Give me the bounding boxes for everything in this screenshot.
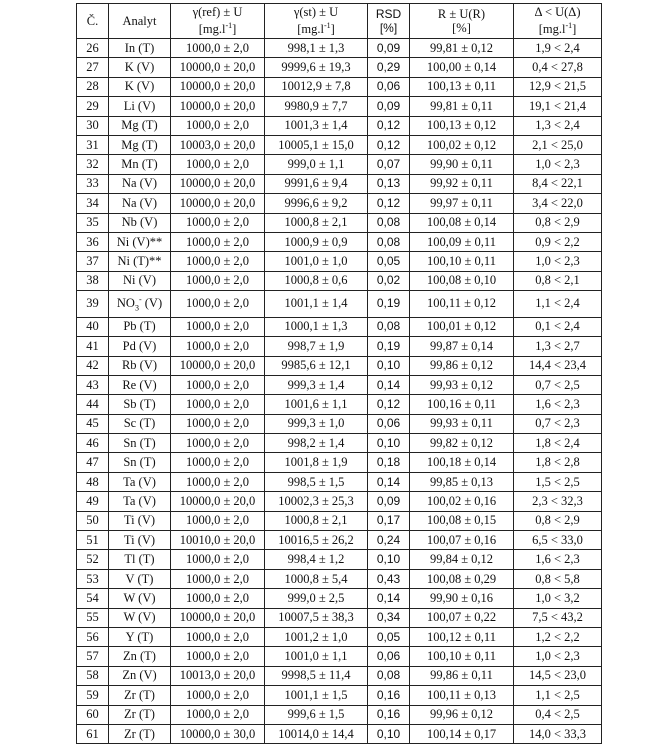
cell-analyte: Na (V)	[109, 174, 171, 193]
cell-number: 38	[77, 271, 109, 290]
cell-analyte: Tl (T)	[109, 550, 171, 569]
cell-rsd: 0,24	[368, 531, 410, 550]
cell-analyte: Ni (T)**	[109, 252, 171, 271]
cell-standard: 998,4 ± 1,2	[265, 550, 368, 569]
results-table	[76, 3, 602, 744]
cell-number: 32	[77, 155, 109, 174]
table-row	[77, 317, 602, 336]
cell-number: 44	[77, 395, 109, 414]
cell-number: 40	[77, 317, 109, 336]
table-row	[77, 155, 602, 174]
cell-rsd: 0,12	[368, 116, 410, 135]
table-row	[77, 608, 602, 627]
cell-number: 39	[77, 291, 109, 318]
cell-difference: 1,2 < 2,2	[514, 627, 602, 646]
table-row	[77, 666, 602, 685]
cell-rsd: 0,06	[368, 647, 410, 666]
cell-difference: 1,6 < 2,3	[514, 395, 602, 414]
cell-rsd: 0,14	[368, 472, 410, 491]
table-row	[77, 472, 602, 491]
cell-rsd: 0,16	[368, 705, 410, 724]
cell-standard: 10002,3 ± 25,3	[265, 492, 368, 511]
cell-recovery: 99,87 ± 0,14	[410, 337, 514, 356]
cell-analyte: W (V)	[109, 589, 171, 608]
cell-number: 61	[77, 724, 109, 743]
cell-standard: 998,7 ± 1,9	[265, 337, 368, 356]
table-row	[77, 291, 602, 318]
cell-number: 46	[77, 434, 109, 453]
table-row	[77, 135, 602, 154]
cell-recovery: 100,11 ± 0,13	[410, 686, 514, 705]
header-rsd: RSD [%]	[368, 4, 410, 39]
table-row	[77, 252, 602, 271]
cell-recovery: 100,08 ± 0,14	[410, 213, 514, 232]
cell-standard: 1000,8 ± 0,6	[265, 271, 368, 290]
table-row	[77, 395, 602, 414]
cell-standard: 999,0 ± 2,5	[265, 589, 368, 608]
cell-analyte: Ni (V)	[109, 271, 171, 290]
cell-difference: 0,8 < 2,9	[514, 213, 602, 232]
table-row	[77, 58, 602, 77]
table-row	[77, 569, 602, 588]
cell-number: 60	[77, 705, 109, 724]
cell-reference: 1000,0 ± 2,0	[171, 232, 265, 251]
cell-standard: 1000,1 ± 1,3	[265, 317, 368, 336]
cell-rsd: 0,34	[368, 608, 410, 627]
cell-recovery: 100,18 ± 0,14	[410, 453, 514, 472]
table-row	[77, 550, 602, 569]
cell-standard: 1001,3 ± 1,4	[265, 116, 368, 135]
cell-rsd: 0,17	[368, 511, 410, 530]
cell-difference: 2,3 < 32,3	[514, 492, 602, 511]
cell-standard: 1001,2 ± 1,0	[265, 627, 368, 646]
cell-difference: 0,4 < 2,5	[514, 705, 602, 724]
header-standard-concentration: γ(st) ± U $[mg.l^{-1}]$	[265, 4, 368, 39]
cell-recovery: 100,14 ± 0,17	[410, 724, 514, 743]
table-row	[77, 414, 602, 433]
cell-recovery: 100,02 ± 0,12	[410, 135, 514, 154]
cell-analyte: Mn (T)	[109, 155, 171, 174]
cell-reference: 1000,0 ± 2,0	[171, 589, 265, 608]
cell-number: 36	[77, 232, 109, 251]
cell-difference: 3,4 < 22,0	[514, 194, 602, 213]
cell-rsd: 0,14	[368, 589, 410, 608]
cell-rsd: 0,10	[368, 724, 410, 743]
cell-analyte: K (V)	[109, 77, 171, 96]
table-row	[77, 77, 602, 96]
cell-reference: 10003,0 ± 20,0	[171, 135, 265, 154]
cell-analyte: Pd (V)	[109, 337, 171, 356]
cell-reference: 1000,0 ± 2,0	[171, 116, 265, 135]
cell-difference: 12,9 < 21,5	[514, 77, 602, 96]
cell-difference: 1,0 < 3,2	[514, 589, 602, 608]
cell-difference: 0,7 < 2,3	[514, 414, 602, 433]
cell-recovery: 100,08 ± 0,15	[410, 511, 514, 530]
cell-number: 35	[77, 213, 109, 232]
table-row	[77, 589, 602, 608]
cell-reference: 10000,0 ± 20,0	[171, 58, 265, 77]
cell-analyte: W (V)	[109, 608, 171, 627]
cell-recovery: 100,07 ± 0,22	[410, 608, 514, 627]
cell-standard: 999,3 ± 1,0	[265, 414, 368, 433]
cell-standard: 1001,1 ± 1,4	[265, 291, 368, 318]
header-difference: Δ < U(Δ) $[mg.l^{-1}]$	[514, 4, 602, 39]
cell-reference: 10000,0 ± 20,0	[171, 174, 265, 193]
cell-recovery: 99,90 ± 0,11	[410, 155, 514, 174]
cell-reference: 1000,0 ± 2,0	[171, 434, 265, 453]
cell-difference: 7,5 < 43,2	[514, 608, 602, 627]
table-row	[77, 97, 602, 116]
cell-rsd: 0,08	[368, 317, 410, 336]
cell-reference: 1000,0 ± 2,0	[171, 39, 265, 58]
cell-rsd: 0,10	[368, 434, 410, 453]
cell-recovery: 99,90 ± 0,16	[410, 589, 514, 608]
cell-difference: 1,1 < 2,4	[514, 291, 602, 318]
cell-standard: 10016,5 ± 26,2	[265, 531, 368, 550]
cell-rsd: 0,09	[368, 492, 410, 511]
cell-recovery: 100,12 ± 0,11	[410, 627, 514, 646]
cell-number: 47	[77, 453, 109, 472]
cell-recovery: 100,02 ± 0,16	[410, 492, 514, 511]
cell-number: 51	[77, 531, 109, 550]
cell-rsd: 0,19	[368, 337, 410, 356]
cell-difference: 6,5 < 33,0	[514, 531, 602, 550]
cell-number: 41	[77, 337, 109, 356]
cell-rsd: 0,05	[368, 252, 410, 271]
cell-analyte: V (T)	[109, 569, 171, 588]
cell-difference: 0,8 < 5,8	[514, 569, 602, 588]
cell-number: 29	[77, 97, 109, 116]
cell-reference: 1000,0 ± 2,0	[171, 569, 265, 588]
cell-reference: 10000,0 ± 20,0	[171, 77, 265, 96]
cell-recovery: 99,92 ± 0,11	[410, 174, 514, 193]
cell-difference: 14,5 < 23,0	[514, 666, 602, 685]
cell-difference: 0,8 < 2,1	[514, 271, 602, 290]
table-row	[77, 39, 602, 58]
cell-difference: 0,4 < 27,8	[514, 58, 602, 77]
cell-reference: 1000,0 ± 2,0	[171, 705, 265, 724]
cell-number: 57	[77, 647, 109, 666]
cell-standard: 9996,6 ± 9,2	[265, 194, 368, 213]
cell-number: 58	[77, 666, 109, 685]
cell-difference: 1,8 < 2,8	[514, 453, 602, 472]
cell-reference: 1000,0 ± 2,0	[171, 550, 265, 569]
cell-analyte: Zn (T)	[109, 647, 171, 666]
cell-recovery: 99,81 ± 0,12	[410, 39, 514, 58]
cell-number: 37	[77, 252, 109, 271]
cell-recovery: 99,96 ± 0,12	[410, 705, 514, 724]
cell-standard: 1001,0 ± 1,0	[265, 252, 368, 271]
header-recovery: R ± U(R) [%]	[410, 4, 514, 39]
header-reference-concentration: γ(ref) ± U $[mg.l^{-1}]$	[171, 4, 265, 39]
cell-difference: 1,1 < 2,5	[514, 686, 602, 705]
cell-rsd: 0,02	[368, 271, 410, 290]
cell-analyte: Sc (T)	[109, 414, 171, 433]
table-row	[77, 356, 602, 375]
cell-difference: 1,6 < 2,3	[514, 550, 602, 569]
table-row	[77, 232, 602, 251]
cell-reference: 1000,0 ± 2,0	[171, 472, 265, 491]
cell-reference: 1000,0 ± 2,0	[171, 511, 265, 530]
cell-standard: 999,6 ± 1,5	[265, 705, 368, 724]
cell-recovery: 99,84 ± 0,12	[410, 550, 514, 569]
cell-analyte: Sn (T)	[109, 434, 171, 453]
cell-number: 50	[77, 511, 109, 530]
cell-analyte: Ti (V)	[109, 511, 171, 530]
cell-reference: 10000,0 ± 30,0	[171, 724, 265, 743]
table-row	[77, 511, 602, 530]
cell-standard: 1000,8 ± 2,1	[265, 213, 368, 232]
cell-rsd: 0,43	[368, 569, 410, 588]
cell-number: 34	[77, 194, 109, 213]
table-row	[77, 174, 602, 193]
table-row	[77, 647, 602, 666]
cell-number: 53	[77, 569, 109, 588]
cell-number: 42	[77, 356, 109, 375]
table-row	[77, 271, 602, 290]
cell-rsd: 0,08	[368, 232, 410, 251]
cell-number: 54	[77, 589, 109, 608]
cell-number: 30	[77, 116, 109, 135]
cell-analyte: Ta (V)	[109, 492, 171, 511]
cell-difference: 1,8 < 2,4	[514, 434, 602, 453]
cell-reference: 1000,0 ± 2,0	[171, 375, 265, 394]
cell-difference: 1,9 < 2,4	[514, 39, 602, 58]
cell-rsd: 0,12	[368, 395, 410, 414]
cell-analyte: Rb (V)	[109, 356, 171, 375]
cell-analyte: Zr (T)	[109, 724, 171, 743]
cell-standard: 1000,9 ± 0,9	[265, 232, 368, 251]
cell-reference: 10000,0 ± 20,0	[171, 356, 265, 375]
table-row	[77, 116, 602, 135]
cell-reference: 1000,0 ± 2,0	[171, 252, 265, 271]
cell-standard: 998,2 ± 1,4	[265, 434, 368, 453]
cell-number: 56	[77, 627, 109, 646]
cell-reference: 10000,0 ± 20,0	[171, 608, 265, 627]
cell-standard: 1000,8 ± 5,4	[265, 569, 368, 588]
cell-standard: 10014,0 ± 14,4	[265, 724, 368, 743]
cell-rsd: 0,29	[368, 58, 410, 77]
cell-number: 43	[77, 375, 109, 394]
cell-number: 28	[77, 77, 109, 96]
cell-standard: 9999,6 ± 19,3	[265, 58, 368, 77]
cell-analyte: Na (V)	[109, 194, 171, 213]
cell-analyte: Zr (T)	[109, 705, 171, 724]
cell-reference: 10000,0 ± 20,0	[171, 492, 265, 511]
cell-recovery: 100,08 ± 0,29	[410, 569, 514, 588]
cell-rsd: 0,12	[368, 194, 410, 213]
cell-standard: 1000,8 ± 2,1	[265, 511, 368, 530]
cell-difference: 14,4 < 23,4	[514, 356, 602, 375]
header-analyte: Analyt	[109, 4, 171, 39]
cell-reference: 10000,0 ± 20,0	[171, 194, 265, 213]
cell-analyte: Ti (V)	[109, 531, 171, 550]
cell-rsd: 0,19	[368, 291, 410, 318]
cell-recovery: 99,93 ± 0,11	[410, 414, 514, 433]
cell-rsd: 0,16	[368, 686, 410, 705]
cell-recovery: 100,08 ± 0,10	[410, 271, 514, 290]
cell-recovery: 100,07 ± 0,16	[410, 531, 514, 550]
cell-number: 33	[77, 174, 109, 193]
cell-analyte: Ni (V)**	[109, 232, 171, 251]
cell-standard: 10007,5 ± 38,3	[265, 608, 368, 627]
cell-reference: 1000,0 ± 2,0	[171, 647, 265, 666]
cell-difference: 1,3 < 2,7	[514, 337, 602, 356]
table-row	[77, 492, 602, 511]
cell-difference: 1,0 < 2,3	[514, 155, 602, 174]
cell-standard: 998,1 ± 1,3	[265, 39, 368, 58]
cell-number: 55	[77, 608, 109, 627]
cell-rsd: 0,09	[368, 39, 410, 58]
cell-recovery: 100,16 ± 0,11	[410, 395, 514, 414]
cell-number: 59	[77, 686, 109, 705]
cell-analyte: $NO_3^-$ (V)	[109, 291, 171, 318]
cell-rsd: 0,08	[368, 666, 410, 685]
table-row	[77, 627, 602, 646]
cell-standard: 10005,1 ± 15,0	[265, 135, 368, 154]
cell-difference: 1,0 < 2,3	[514, 252, 602, 271]
cell-standard: 1001,0 ± 1,1	[265, 647, 368, 666]
cell-number: 48	[77, 472, 109, 491]
cell-rsd: 0,13	[368, 174, 410, 193]
cell-rsd: 0,07	[368, 155, 410, 174]
cell-difference: 0,1 < 2,4	[514, 317, 602, 336]
table-row	[77, 337, 602, 356]
cell-difference: 1,5 < 2,5	[514, 472, 602, 491]
cell-standard: 1001,8 ± 1,9	[265, 453, 368, 472]
cell-analyte: Li (V)	[109, 97, 171, 116]
cell-reference: 1000,0 ± 2,0	[171, 271, 265, 290]
cell-difference: 1,0 < 2,3	[514, 647, 602, 666]
cell-recovery: 99,86 ± 0,11	[410, 666, 514, 685]
cell-recovery: 100,00 ± 0,14	[410, 58, 514, 77]
table-row	[77, 194, 602, 213]
cell-rsd: 0,05	[368, 627, 410, 646]
cell-difference: 8,4 < 22,1	[514, 174, 602, 193]
cell-standard: 998,5 ± 1,5	[265, 472, 368, 491]
cell-reference: 1000,0 ± 2,0	[171, 395, 265, 414]
cell-standard: 10012,9 ± 7,8	[265, 77, 368, 96]
cell-difference: 0,7 < 2,5	[514, 375, 602, 394]
cell-analyte: Ta (V)	[109, 472, 171, 491]
cell-number: 52	[77, 550, 109, 569]
cell-reference: 1000,0 ± 2,0	[171, 317, 265, 336]
header-number: Č.	[77, 4, 109, 39]
cell-recovery: 99,86 ± 0,12	[410, 356, 514, 375]
cell-reference: 10010,0 ± 20,0	[171, 531, 265, 550]
cell-analyte: In (T)	[109, 39, 171, 58]
cell-standard: 1001,6 ± 1,1	[265, 395, 368, 414]
cell-reference: 1000,0 ± 2,0	[171, 213, 265, 232]
cell-reference: 1000,0 ± 2,0	[171, 686, 265, 705]
cell-reference: 1000,0 ± 2,0	[171, 627, 265, 646]
cell-recovery: 100,13 ± 0,12	[410, 116, 514, 135]
cell-rsd: 0,09	[368, 97, 410, 116]
cell-recovery: 99,81 ± 0,11	[410, 97, 514, 116]
cell-recovery: 100,11 ± 0,12	[410, 291, 514, 318]
cell-reference: 1000,0 ± 2,0	[171, 155, 265, 174]
cell-standard: 9985,6 ± 12,1	[265, 356, 368, 375]
cell-difference: 0,9 < 2,2	[514, 232, 602, 251]
cell-analyte: Y (T)	[109, 627, 171, 646]
cell-rsd: 0,08	[368, 213, 410, 232]
cell-recovery: 100,10 ± 0,11	[410, 647, 514, 666]
cell-number: 31	[77, 135, 109, 154]
table-row	[77, 724, 602, 743]
cell-number: 26	[77, 39, 109, 58]
cell-rsd: 0,06	[368, 414, 410, 433]
cell-standard: 999,0 ± 1,1	[265, 155, 368, 174]
cell-recovery: 99,97 ± 0,11	[410, 194, 514, 213]
cell-difference: 19,1 < 21,4	[514, 97, 602, 116]
cell-reference: 1000,0 ± 2,0	[171, 291, 265, 318]
cell-analyte: Sb (T)	[109, 395, 171, 414]
cell-rsd: 0,10	[368, 550, 410, 569]
cell-analyte: Pb (T)	[109, 317, 171, 336]
table-row	[77, 453, 602, 472]
cell-difference: 2,1 < 25,0	[514, 135, 602, 154]
cell-analyte: Mg (T)	[109, 116, 171, 135]
cell-difference: 0,8 < 2,9	[514, 511, 602, 530]
cell-recovery: 99,85 ± 0,13	[410, 472, 514, 491]
cell-recovery: 100,09 ± 0,11	[410, 232, 514, 251]
cell-recovery: 99,93 ± 0,12	[410, 375, 514, 394]
cell-analyte: Nb (V)	[109, 213, 171, 232]
cell-recovery: 99,82 ± 0,12	[410, 434, 514, 453]
cell-analyte: Re (V)	[109, 375, 171, 394]
cell-rsd: 0,12	[368, 135, 410, 154]
cell-difference: 1,3 < 2,4	[514, 116, 602, 135]
cell-reference: 10013,0 ± 20,0	[171, 666, 265, 685]
cell-reference: 1000,0 ± 2,0	[171, 414, 265, 433]
cell-analyte: K (V)	[109, 58, 171, 77]
cell-recovery: 100,01 ± 0,12	[410, 317, 514, 336]
table-row	[77, 434, 602, 453]
cell-standard: 9980,9 ± 7,7	[265, 97, 368, 116]
cell-number: 45	[77, 414, 109, 433]
cell-difference: 14,0 < 33,3	[514, 724, 602, 743]
cell-rsd: 0,10	[368, 356, 410, 375]
table-row	[77, 213, 602, 232]
cell-reference: 1000,0 ± 2,0	[171, 337, 265, 356]
cell-standard: 9991,6 ± 9,4	[265, 174, 368, 193]
table-row	[77, 686, 602, 705]
cell-reference: 10000,0 ± 20,0	[171, 97, 265, 116]
table-header-row	[77, 4, 602, 39]
cell-number: 27	[77, 58, 109, 77]
table-row	[77, 531, 602, 550]
cell-number: 49	[77, 492, 109, 511]
cell-rsd: 0,06	[368, 77, 410, 96]
cell-analyte: Zn (V)	[109, 666, 171, 685]
table-row	[77, 705, 602, 724]
cell-standard: 9998,5 ± 11,4	[265, 666, 368, 685]
cell-reference: 1000,0 ± 2,0	[171, 453, 265, 472]
cell-analyte: Mg (T)	[109, 135, 171, 154]
cell-recovery: 100,13 ± 0,11	[410, 77, 514, 96]
cell-standard: 999,3 ± 1,4	[265, 375, 368, 394]
cell-standard: 1001,1 ± 1,5	[265, 686, 368, 705]
cell-rsd: 0,18	[368, 453, 410, 472]
cell-analyte: Sn (T)	[109, 453, 171, 472]
table-row	[77, 375, 602, 394]
cell-rsd: 0,14	[368, 375, 410, 394]
cell-analyte: Zr (T)	[109, 686, 171, 705]
cell-recovery: 100,10 ± 0,11	[410, 252, 514, 271]
